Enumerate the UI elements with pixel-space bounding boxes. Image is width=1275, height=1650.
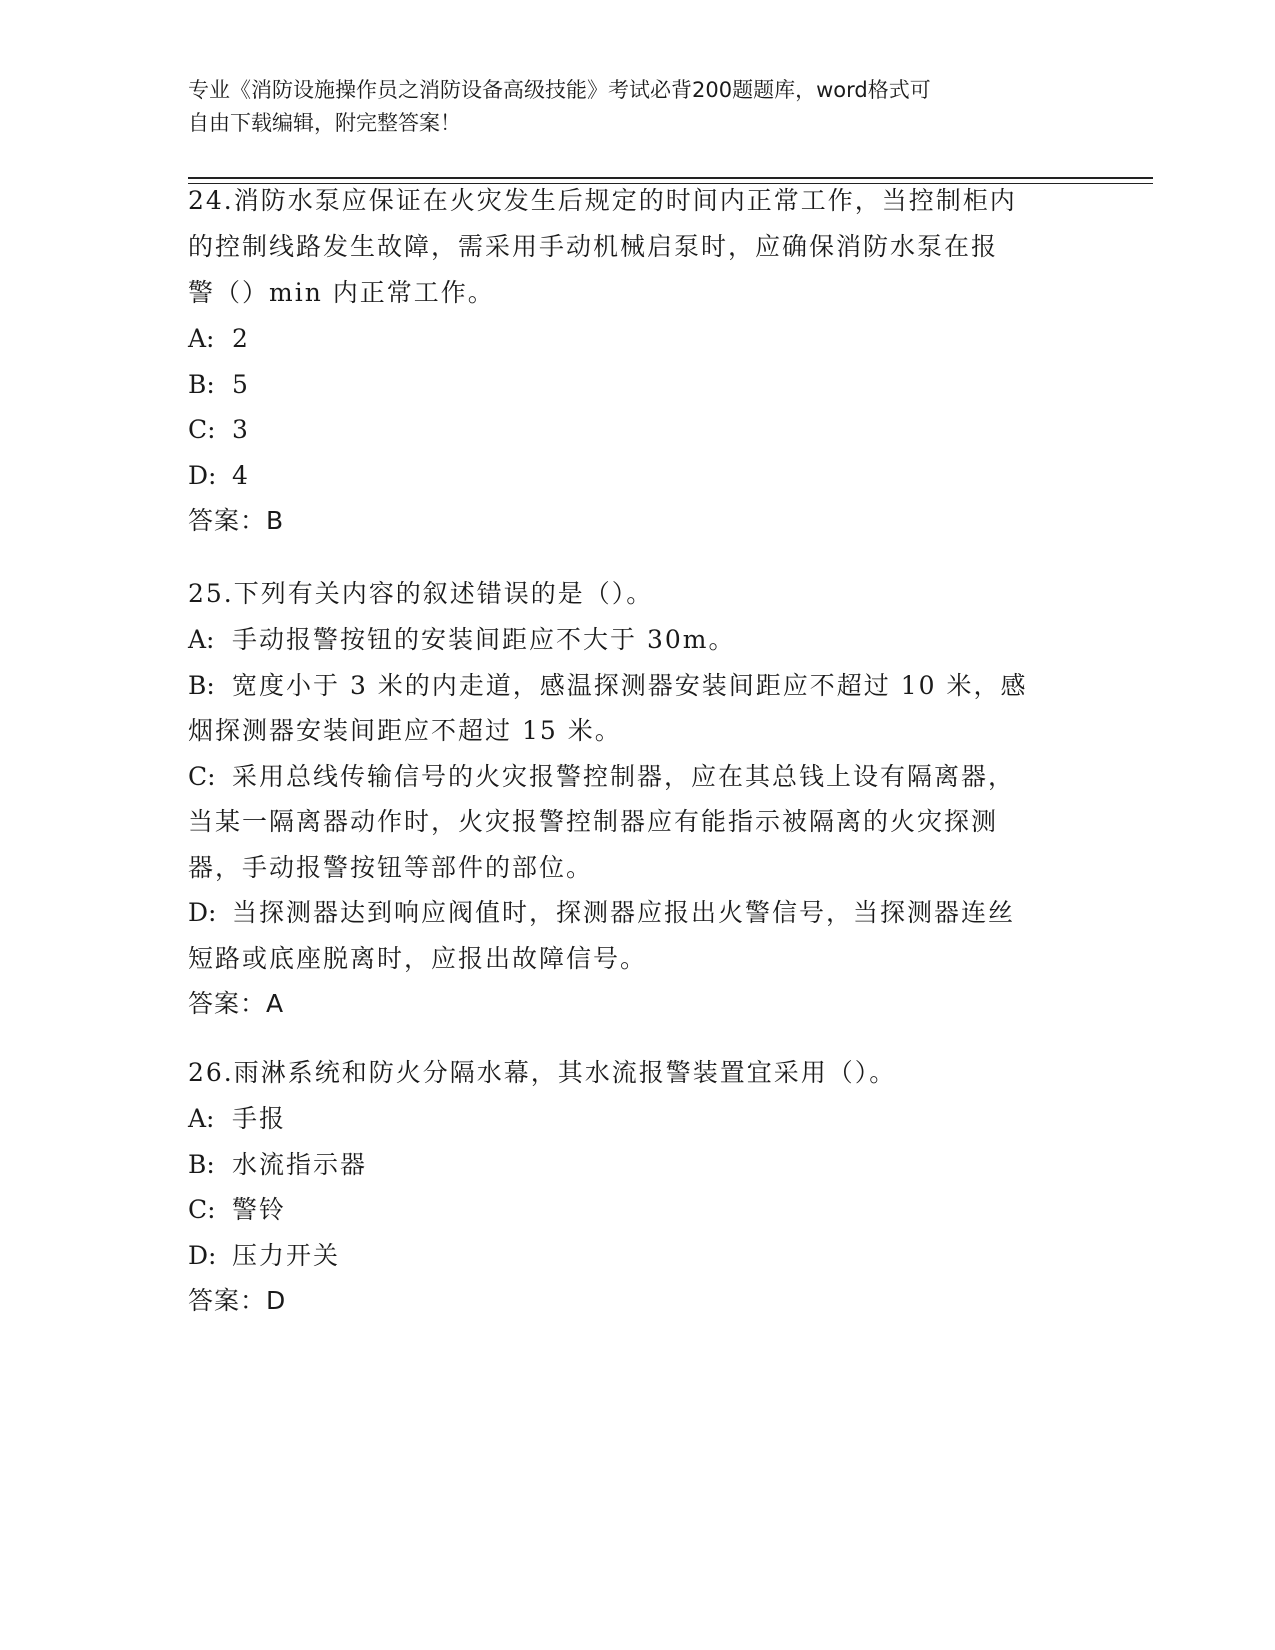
question-24	[188, 178, 1088, 544]
option-letter: C:	[188, 1195, 216, 1224]
option-letter: A:	[188, 1104, 215, 1133]
option-letter: C:	[188, 415, 216, 444]
option-b	[188, 663, 1088, 709]
option-text: 水流指示器	[232, 1149, 368, 1179]
option-c	[188, 1187, 1088, 1233]
question-stem-line: 警（）min 内正常工作。	[188, 278, 495, 307]
option-text: 手动报警按钮的安装间距应不大于 30m。	[232, 625, 736, 654]
header-line-2: 自由下载编辑，附完整答案！	[188, 111, 461, 135]
option-text: 宽度小于 3 米的内走道，感温探测器安装间距应不超过 10 米，感	[232, 670, 1028, 700]
option-d	[188, 1233, 1088, 1279]
option-letter: D:	[188, 1240, 217, 1270]
option-letter: B:	[188, 670, 215, 700]
option-text: 3	[232, 415, 250, 444]
header-line-1: 专业《消防设施操作员之消防设备高级技能》考试必背200题题库，word格式可	[188, 78, 931, 102]
option-text: 警铃	[232, 1195, 287, 1224]
answer-line: 答案：B	[188, 506, 285, 535]
question-stem-line: 25.下列有关内容的叙述错误的是（）。	[188, 579, 654, 608]
option-a	[188, 316, 1088, 362]
document-header	[188, 74, 1068, 140]
option-letter: A:	[188, 324, 215, 353]
option-b	[188, 1142, 1088, 1188]
option-text: 压力开关	[232, 1240, 341, 1270]
option-letter: D:	[188, 898, 217, 927]
option-letter: B:	[188, 369, 215, 399]
option-a	[188, 617, 1088, 663]
question-26	[188, 1050, 1088, 1324]
option-letter: B:	[188, 1149, 215, 1179]
question-stem-line: 的控制线路发生故障，需采用手动机械启泵时，应确保消防水泵在报	[188, 232, 999, 261]
option-b	[188, 362, 1088, 408]
option-letter: D:	[188, 460, 217, 490]
answer-line: 答案：D	[188, 1286, 287, 1315]
option-text: 4	[232, 460, 250, 490]
option-text: 手报	[232, 1104, 287, 1133]
option-d-continuation: 短路或底座脱离时，应报出故障信号。	[188, 943, 648, 973]
option-text: 采用总线传输信号的火灾报警控制器，应在其总钱上设有隔离器，	[232, 761, 1016, 791]
option-d	[188, 453, 1088, 499]
option-b-continuation: 烟探测器安装间距应不超过 15 米。	[188, 716, 622, 745]
option-d	[188, 890, 1088, 936]
question-25	[188, 571, 1088, 1027]
option-text: 5	[232, 369, 250, 399]
question-stem-line: 24.消防水泵应保证在火灾发生后规定的时间内正常工作，当控制柜内	[188, 186, 1017, 215]
option-text: 2	[232, 324, 250, 353]
option-letter: C:	[188, 761, 216, 791]
option-letter: A:	[188, 625, 215, 654]
option-c-continuation: 当某一隔离器动作时，火灾报警控制器应有能指示被隔离的火灾探测	[188, 807, 999, 836]
option-text: 当探测器达到响应阀值时，探测器应报出火警信号，当探测器连丝	[232, 898, 1016, 927]
option-a	[188, 1096, 1088, 1142]
option-c-continuation: 器，手动报警按钮等部件的部位。	[188, 852, 594, 882]
question-stem-line: 26.雨淋系统和防火分隔水幕，其水流报警装置宜采用（）。	[188, 1058, 897, 1087]
option-c	[188, 407, 1088, 453]
option-c	[188, 754, 1088, 800]
answer-line: 答案：A	[188, 989, 285, 1018]
